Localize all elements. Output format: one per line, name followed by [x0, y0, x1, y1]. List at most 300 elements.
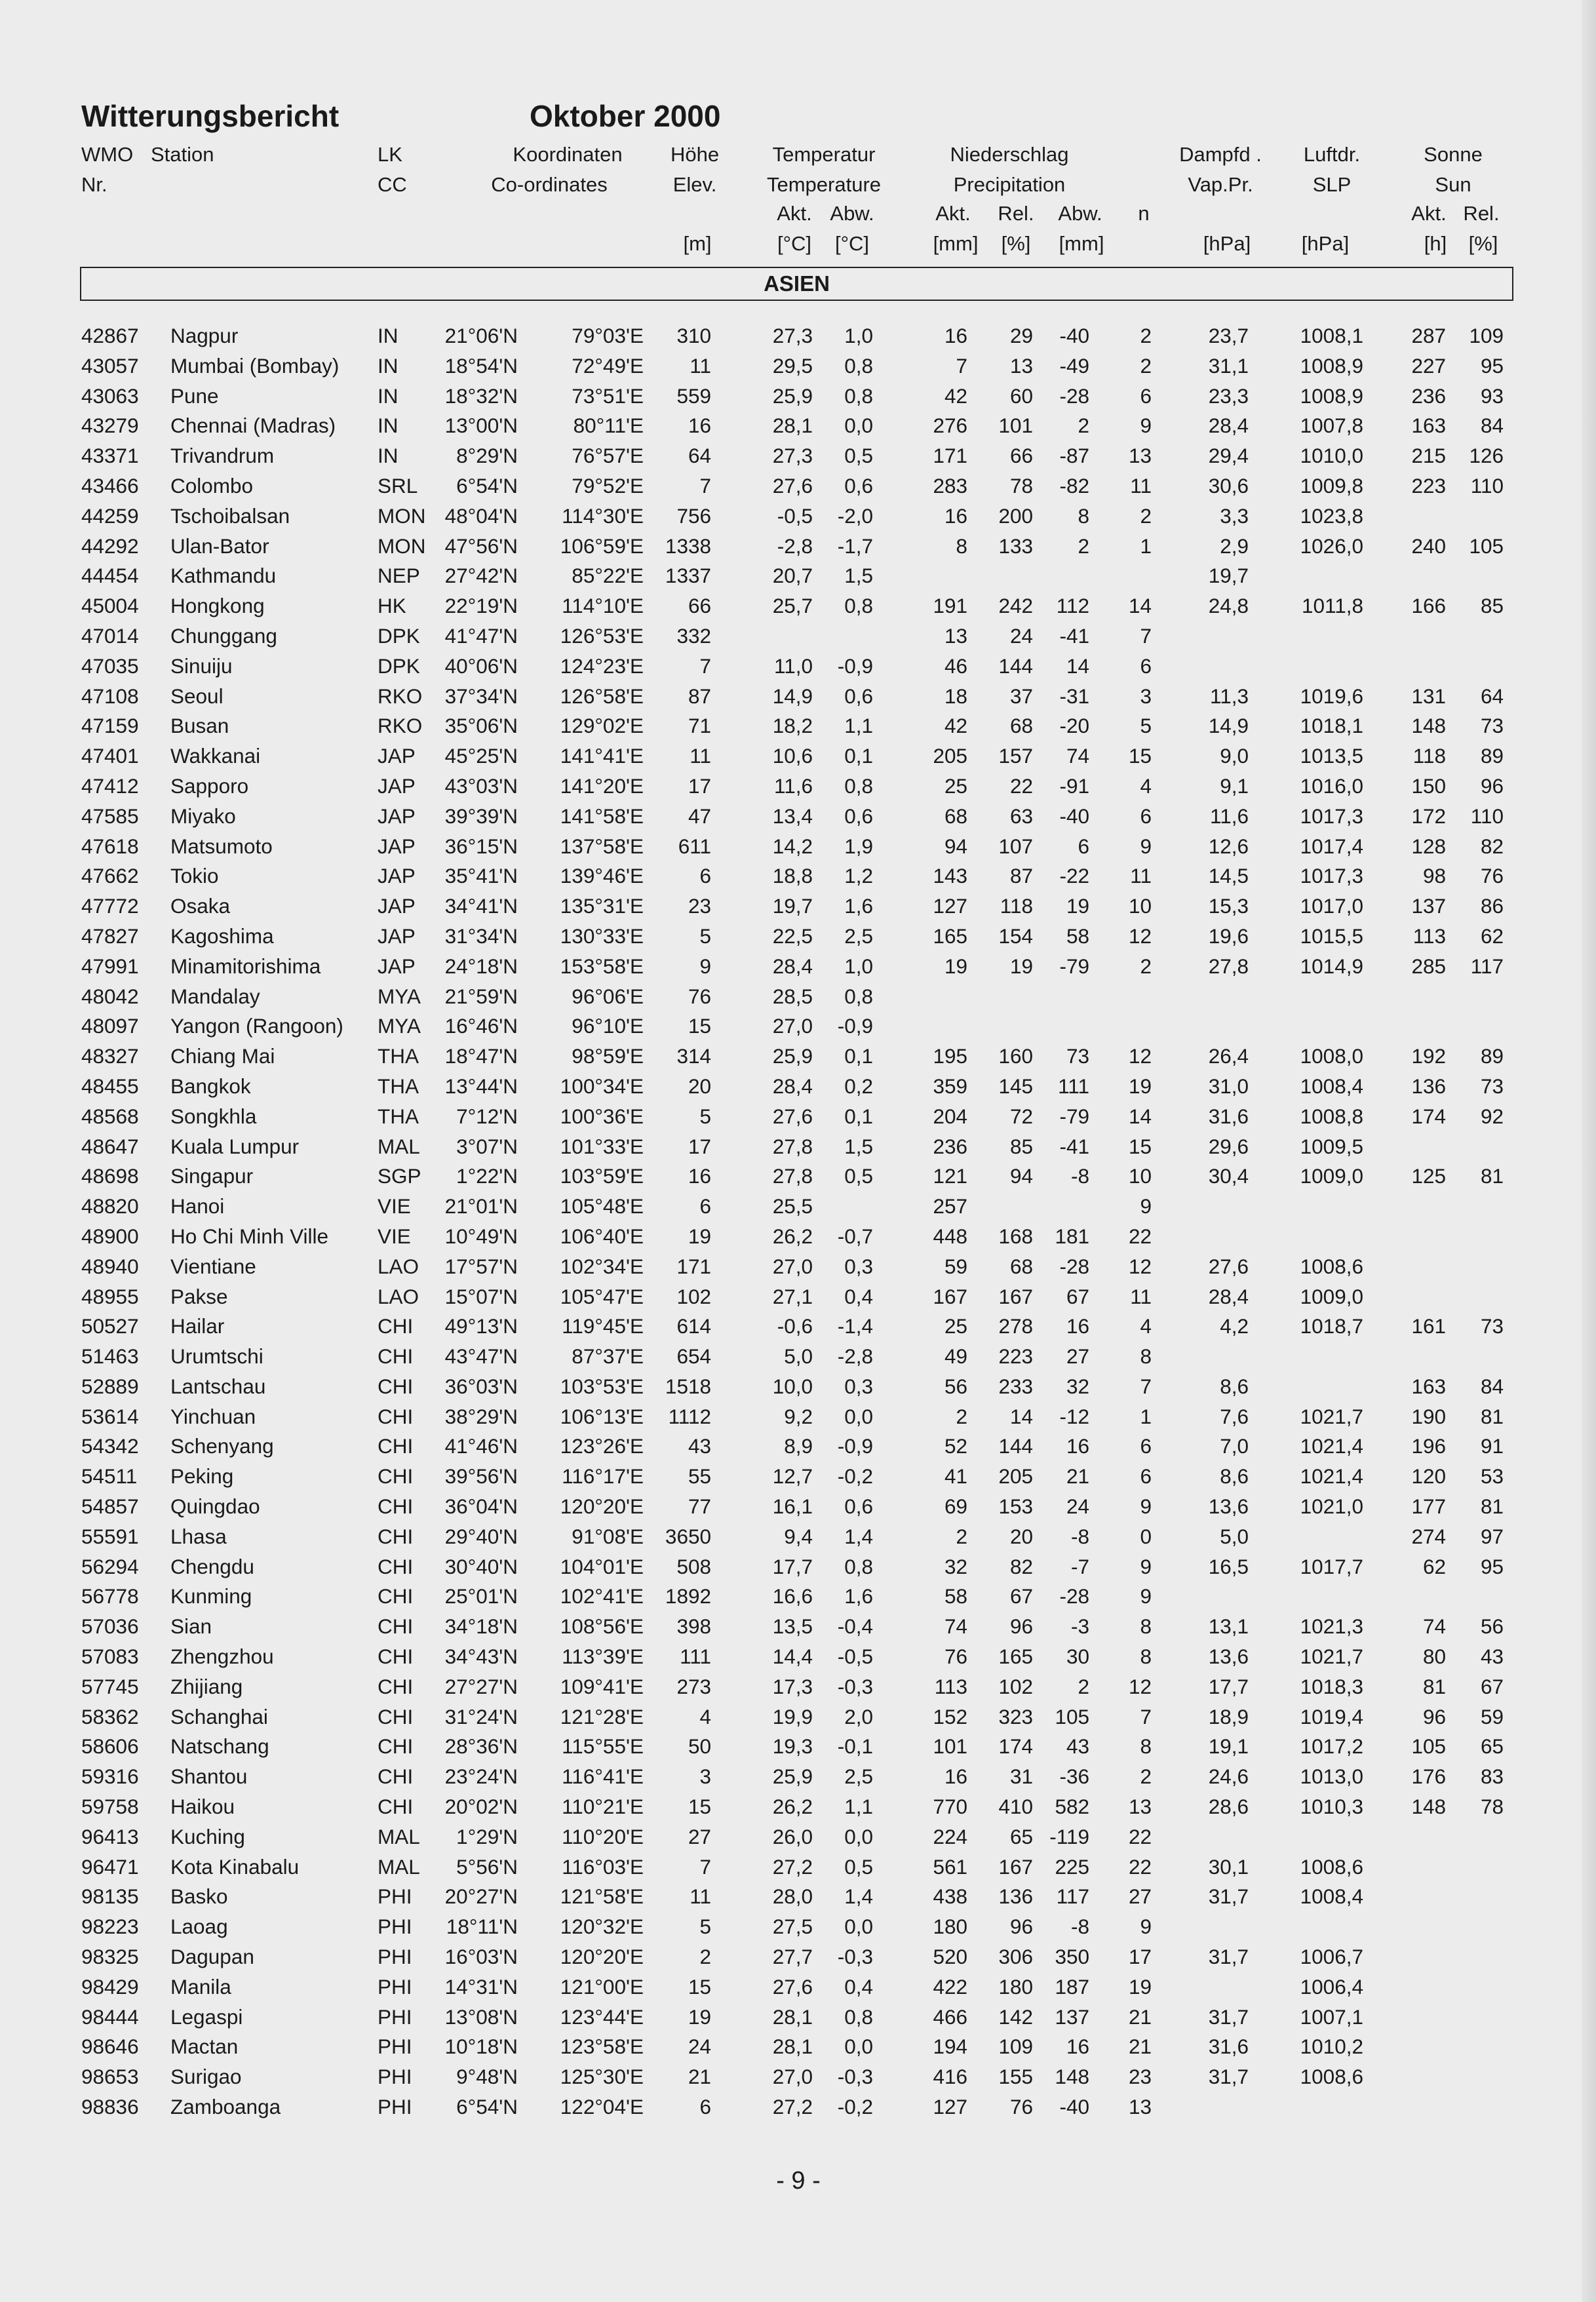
cell-wmo: 98223 [81, 1915, 139, 1939]
cell-t-akt: 27,6 [772, 473, 813, 497]
header-prec-akt: Akt. [935, 202, 971, 225]
cell-wmo: 98325 [81, 1945, 139, 1969]
cell-lon: 108°56'E [560, 1614, 644, 1639]
cell-station: Kagoshima [170, 924, 274, 948]
cell-sun-rel: 53 [1480, 1464, 1504, 1489]
table-row [0, 711, 1596, 741]
cell-p-rel: 66 [1009, 444, 1033, 468]
cell-cc: CHI [378, 1374, 414, 1398]
cell-p-akt: 42 [944, 714, 967, 738]
cell-lon: 130°33'E [560, 924, 644, 948]
cell-station: Tschoibalsan [170, 503, 290, 528]
cell-lon: 103°59'E [560, 1164, 644, 1188]
cell-t-abw: 2,0 [844, 1704, 873, 1728]
cell-p-akt: 127 [933, 894, 967, 918]
header-unit-temp-abw: [°C] [834, 232, 870, 255]
cell-t-abw: 0,8 [844, 1554, 873, 1578]
cell-station: Hanoi [170, 1194, 225, 1219]
cell-lon: 105°48'E [560, 1194, 644, 1219]
cell-p-akt: 143 [933, 864, 967, 888]
cell-wmo: 47772 [81, 894, 139, 918]
cell-wmo: 48568 [81, 1104, 139, 1128]
cell-p-akt: 41 [944, 1464, 967, 1489]
cell-p-abw: 21 [1066, 1464, 1089, 1489]
cell-station: Chunggang [170, 623, 277, 648]
cell-t-abw: 0,0 [844, 2035, 873, 2059]
cell-slp: 1008,4 [1300, 1074, 1363, 1098]
cell-p-abw: -82 [1059, 473, 1089, 497]
cell-vap: 13,1 [1208, 1614, 1249, 1639]
cell-lon: 109°41'E [560, 1674, 644, 1698]
cell-slp: 1018,1 [1300, 714, 1363, 738]
cell-cc: JAP [378, 834, 416, 858]
cell-p-rel: 145 [998, 1074, 1033, 1098]
cell-t-abw: 1,1 [844, 714, 873, 738]
header-unit-slp: [hPa] [1301, 232, 1350, 255]
cell-p-akt: 180 [933, 1915, 967, 1939]
cell-t-abw: 0,4 [844, 1284, 873, 1308]
cell-t-abw: -1,4 [837, 1314, 873, 1338]
cell-station: Chennai (Madras) [170, 414, 336, 438]
cell-lon: 139°46'E [560, 864, 644, 888]
cell-t-akt: 22,5 [772, 924, 813, 948]
table-row [0, 1132, 1596, 1162]
cell-slp: 1013,5 [1300, 744, 1363, 768]
cell-p-rel: 136 [998, 1884, 1033, 1909]
cell-vap: 13,6 [1208, 1645, 1249, 1669]
cell-t-abw: -0,2 [837, 2095, 873, 2119]
cell-vap: 11,3 [1210, 684, 1249, 708]
cell-t-abw: -0,9 [837, 654, 873, 678]
cell-t-abw: -0,1 [837, 1734, 873, 1759]
cell-t-akt: 27,0 [772, 1014, 813, 1038]
cell-p-rel: 24 [1009, 623, 1033, 648]
cell-lat: 18°54'N [444, 353, 518, 378]
cell-p-rel: 160 [998, 1044, 1033, 1068]
cell-lon: 121°00'E [560, 1974, 644, 1999]
cell-wmo: 47159 [81, 714, 139, 738]
cell-lat: 34°41'N [444, 894, 518, 918]
cell-station: Legaspi [170, 2004, 243, 2029]
cell-t-akt: 27,3 [772, 324, 813, 347]
cell-n: 11 [1130, 473, 1152, 497]
cell-t-abw: 1,6 [844, 894, 873, 918]
cell-sun-rel: 110 [1470, 804, 1504, 828]
cell-t-abw: -0,2 [837, 1464, 873, 1489]
cell-slp: 1009,0 [1300, 1284, 1363, 1308]
cell-sun-akt: 118 [1412, 744, 1446, 768]
table-row [0, 351, 1596, 381]
cell-t-abw: 1,5 [844, 564, 873, 588]
cell-wmo: 57745 [81, 1674, 139, 1698]
cell-elev: 64 [688, 444, 711, 468]
cell-elev: 3 [699, 1765, 711, 1789]
cell-wmo: 98429 [81, 1974, 139, 1999]
cell-n: 15 [1128, 744, 1152, 768]
cell-n: 19 [1128, 1074, 1152, 1098]
cell-station: Yinchuan [170, 1404, 256, 1428]
cell-lat: 20°27'N [444, 1884, 518, 1909]
cell-t-akt: 27,2 [772, 2095, 813, 2119]
cell-vap: 3,3 [1220, 503, 1249, 528]
cell-vap: 31,1 [1208, 353, 1249, 378]
header-koordinaten: Koordinaten [513, 143, 623, 166]
cell-p-rel: 118 [1000, 894, 1033, 918]
cell-lat: 45°25'N [444, 744, 518, 768]
cell-n: 9 [1140, 1194, 1152, 1219]
cell-t-akt: 9,4 [784, 1524, 813, 1548]
table-row [0, 1432, 1596, 1462]
cell-p-abw: 43 [1066, 1734, 1089, 1759]
cell-slp: 1021,0 [1300, 1494, 1363, 1519]
cell-p-abw: -119 [1049, 1824, 1089, 1848]
table-row [0, 832, 1596, 862]
cell-lon: 96°10'E [572, 1014, 644, 1038]
cell-vap: 7,0 [1220, 1434, 1249, 1458]
report-title: Witterungsbericht [81, 99, 340, 133]
cell-sun-rel: 95 [1480, 1554, 1504, 1578]
cell-cc: IN [378, 414, 399, 438]
cell-lon: 121°58'E [560, 1884, 644, 1909]
cell-slp: 1011,8 [1301, 594, 1363, 618]
cell-t-akt: 9,2 [784, 1404, 813, 1428]
cell-p-akt: 16 [944, 1765, 967, 1789]
cell-lat: 10°49'N [444, 1224, 518, 1248]
table-row [0, 2062, 1596, 2092]
cell-p-abw: 181 [1055, 1224, 1089, 1248]
cell-wmo: 54857 [81, 1494, 139, 1519]
cell-p-rel: 101 [998, 414, 1033, 438]
cell-p-abw: 24 [1066, 1494, 1089, 1519]
cell-station: Kuala Lumpur [170, 1134, 300, 1158]
cell-p-rel: 31 [1009, 1765, 1033, 1789]
cell-n: 12 [1128, 924, 1152, 948]
cell-p-rel: 174 [998, 1734, 1033, 1759]
cell-p-rel: 133 [998, 534, 1033, 558]
cell-p-rel: 306 [998, 1945, 1033, 1969]
cell-sun-rel: 86 [1480, 894, 1504, 918]
cell-wmo: 52889 [81, 1374, 139, 1398]
cell-cc: JAP [378, 924, 416, 948]
cell-p-abw: 350 [1055, 1945, 1089, 1969]
table-row [0, 441, 1596, 471]
table-row [0, 1372, 1596, 1402]
table-row [0, 1852, 1596, 1883]
cell-vap: 29,4 [1208, 444, 1249, 468]
cell-slp: 1010,3 [1300, 1795, 1363, 1819]
cell-elev: 171 [676, 1254, 711, 1278]
cell-t-akt: 26,0 [772, 1824, 813, 1848]
cell-p-rel: 72 [1009, 1104, 1033, 1128]
cell-elev: 17 [688, 773, 711, 798]
cell-cc: CHI [378, 1584, 414, 1609]
cell-p-akt: 18 [944, 684, 967, 708]
cell-p-abw: 117 [1056, 1884, 1089, 1909]
cell-station: Sian [170, 1614, 212, 1639]
cell-lon: 96°06'E [572, 984, 644, 1008]
cell-sun-akt: 177 [1411, 1494, 1446, 1519]
cell-cc: CHI [378, 1524, 414, 1548]
cell-lat: 1°22'N [456, 1164, 518, 1188]
header-prec-abw: Abw. [1058, 202, 1102, 225]
cell-station: Natschang [170, 1734, 269, 1759]
cell-station: Kuching [170, 1824, 245, 1848]
cell-n: 12 [1128, 1674, 1152, 1698]
cell-cc: LAO [378, 1254, 419, 1278]
header-temp-akt: Akt. [777, 202, 812, 225]
header-dampfd: Dampfd . [1179, 143, 1262, 166]
cell-sun-akt: 96 [1422, 1704, 1446, 1728]
cell-lon: 100°36'E [560, 1104, 644, 1128]
cell-cc: THA [378, 1104, 419, 1128]
cell-elev: 332 [676, 623, 711, 648]
cell-n: 5 [1140, 714, 1152, 738]
cell-cc: MAL [378, 1824, 420, 1848]
cell-vap: 9,0 [1220, 744, 1249, 768]
cell-n: 13 [1128, 2095, 1152, 2119]
cell-lat: 35°06'N [444, 714, 518, 738]
cell-elev: 71 [688, 714, 711, 738]
cell-p-abw: -22 [1059, 864, 1089, 888]
cell-wmo: 48647 [81, 1134, 139, 1158]
cell-t-akt: 25,5 [772, 1194, 813, 1219]
table-row [0, 1582, 1596, 1612]
cell-p-rel: 155 [998, 2065, 1033, 2089]
cell-lat: 36°04'N [444, 1494, 518, 1519]
cell-slp: 1014,9 [1300, 954, 1363, 978]
cell-t-abw: 0,6 [844, 1494, 873, 1519]
cell-p-akt: 257 [933, 1194, 967, 1219]
cell-cc: CHI [378, 1704, 414, 1728]
cell-lat: 39°56'N [444, 1464, 518, 1489]
header-wmo: WMO [81, 143, 134, 166]
cell-t-abw: 0,5 [844, 444, 873, 468]
cell-t-akt: 27,7 [772, 1945, 813, 1969]
cell-vap: 7,6 [1220, 1404, 1249, 1428]
cell-n: 9 [1140, 1915, 1152, 1939]
cell-station: Pune [170, 383, 219, 408]
cell-t-abw: 1,9 [844, 834, 873, 858]
cell-t-abw: 0,0 [844, 1824, 873, 1848]
cell-p-akt: 49 [944, 1344, 967, 1369]
cell-elev: 5 [699, 924, 711, 948]
cell-wmo: 48940 [81, 1254, 139, 1278]
cell-wmo: 58362 [81, 1704, 139, 1728]
cell-n: 6 [1140, 654, 1152, 678]
cell-n: 7 [1140, 1704, 1152, 1728]
cell-wmo: 47412 [81, 773, 139, 798]
cell-station: Matsumoto [170, 834, 273, 858]
cell-elev: 19 [688, 2004, 711, 2029]
cell-n: 3 [1140, 684, 1152, 708]
cell-elev: 19 [688, 1224, 711, 1248]
cell-wmo: 59316 [81, 1765, 139, 1789]
table-row [0, 1762, 1596, 1792]
cell-p-rel: 68 [1009, 1254, 1033, 1278]
cell-slp: 1008,8 [1300, 1104, 1363, 1128]
header-nr: Nr. [81, 173, 107, 196]
cell-station: Kota Kinabalu [170, 1854, 300, 1879]
cell-sun-rel: 85 [1480, 594, 1504, 618]
table-row [0, 891, 1596, 922]
cell-sun-akt: 148 [1411, 1795, 1446, 1819]
cell-lat: 22°19'N [444, 594, 518, 618]
table-row [0, 1282, 1596, 1312]
cell-p-akt: 13 [944, 623, 967, 648]
cell-station: Mandalay [170, 984, 260, 1008]
cell-cc: CHI [378, 1674, 414, 1698]
cell-vap: 30,4 [1208, 1164, 1249, 1188]
cell-cc: JAP [378, 804, 416, 828]
cell-wmo: 47401 [81, 744, 139, 768]
cell-sun-akt: 163 [1411, 414, 1446, 438]
table-row [0, 682, 1596, 712]
cell-p-rel: 19 [1009, 954, 1033, 978]
cell-t-akt: 28,5 [772, 984, 813, 1008]
header-prec-rel: Rel. [998, 202, 1034, 225]
cell-cc: IN [378, 324, 399, 347]
cell-sun-akt: 176 [1411, 1765, 1446, 1789]
cell-station: Kathmandu [170, 564, 277, 588]
header-luftdr: Luftdr. [1303, 143, 1361, 166]
cell-sun-rel: 89 [1480, 1044, 1504, 1068]
cell-t-abw: 0,6 [844, 684, 873, 708]
cell-slp: 1008,0 [1300, 1044, 1363, 1068]
cell-lon: 101°33'E [560, 1134, 644, 1158]
cell-station: Shantou [170, 1765, 248, 1789]
cell-n: 27 [1128, 1884, 1152, 1909]
cell-lon: 153°58'E [560, 954, 644, 978]
cell-wmo: 43371 [81, 444, 139, 468]
cell-vap: 15,3 [1208, 894, 1249, 918]
cell-lat: 13°00'N [444, 414, 518, 438]
cell-n: 8 [1140, 1344, 1152, 1369]
cell-wmo: 45004 [81, 594, 139, 618]
table-row [0, 1102, 1596, 1132]
header-slp: SLP [1312, 173, 1352, 196]
cell-sun-akt: 62 [1422, 1554, 1446, 1578]
cell-elev: 7 [699, 654, 711, 678]
cell-elev: 76 [688, 984, 711, 1008]
cell-sun-rel: 59 [1480, 1704, 1504, 1728]
cell-lon: 123°44'E [560, 2004, 644, 2029]
cell-sun-akt: 81 [1422, 1674, 1446, 1698]
cell-lat: 10°18'N [444, 2035, 518, 2059]
region-label: ASIEN [764, 271, 830, 296]
table-row [0, 471, 1596, 501]
cell-n: 2 [1140, 324, 1152, 347]
cell-station: Manila [170, 1974, 231, 1999]
cell-p-rel: 167 [998, 1854, 1033, 1879]
cell-p-akt: 152 [933, 1704, 967, 1728]
cell-lon: 79°52'E [572, 473, 644, 497]
cell-lat: 47°56'N [444, 534, 518, 558]
cell-lat: 36°15'N [444, 834, 518, 858]
table-row [0, 1972, 1596, 2002]
cell-n: 2 [1140, 1765, 1152, 1789]
cell-p-abw: -20 [1059, 714, 1089, 738]
cell-lon: 141°58'E [560, 804, 644, 828]
cell-p-abw: -28 [1059, 1254, 1089, 1278]
table-row [0, 741, 1596, 771]
cell-n: 14 [1128, 594, 1152, 618]
cell-p-akt: 76 [944, 1645, 967, 1669]
cell-t-abw: -1,7 [837, 534, 873, 558]
cell-sun-rel: 43 [1480, 1645, 1504, 1669]
cell-sun-rel: 78 [1480, 1795, 1504, 1819]
cell-lat: 27°42'N [444, 564, 518, 588]
cell-t-abw: 1,2 [844, 864, 873, 888]
cell-slp: 1008,6 [1300, 1254, 1363, 1278]
cell-p-rel: 142 [998, 2004, 1033, 2029]
cell-lon: 137°58'E [560, 834, 644, 858]
cell-p-akt: 25 [944, 773, 967, 798]
cell-lat: 30°40'N [444, 1554, 518, 1578]
cell-vap: 28,4 [1208, 1284, 1249, 1308]
cell-sun-rel: 89 [1480, 744, 1504, 768]
cell-p-abw: 67 [1066, 1284, 1089, 1308]
cell-lat: 3°07'N [456, 1134, 518, 1158]
cell-slp: 1008,6 [1300, 2065, 1363, 2089]
cell-t-akt: 13,4 [772, 804, 813, 828]
cell-slp: 1008,4 [1300, 1884, 1363, 1909]
cell-elev: 20 [688, 1074, 711, 1098]
cell-slp: 1009,5 [1300, 1134, 1363, 1158]
cell-vap: 8,6 [1220, 1464, 1249, 1489]
cell-sun-rel: 73 [1480, 1314, 1504, 1338]
cell-t-akt: 27,3 [772, 444, 813, 468]
cell-vap: 28,4 [1208, 414, 1249, 438]
header-lk: LK [378, 143, 402, 166]
cell-n: 14 [1128, 1104, 1152, 1128]
cell-slp: 1017,0 [1300, 894, 1363, 918]
cell-elev: 6 [699, 1194, 711, 1219]
cell-p-akt: 113 [934, 1674, 967, 1698]
cell-station: Kunming [170, 1584, 252, 1609]
table-row [0, 1462, 1596, 1492]
cell-n: 17 [1128, 1945, 1152, 1969]
cell-t-abw: 0,6 [844, 473, 873, 497]
cell-vap: 5,0 [1220, 1524, 1249, 1548]
cell-t-abw: 0,1 [844, 1104, 873, 1128]
cell-slp: 1009,0 [1300, 1164, 1363, 1188]
cell-p-akt: 561 [933, 1854, 967, 1879]
cell-n: 12 [1128, 1254, 1152, 1278]
header-prec-n: n [1138, 202, 1150, 225]
cell-elev: 1518 [665, 1374, 711, 1398]
cell-station: Zhijiang [170, 1674, 243, 1698]
cell-p-akt: 121 [933, 1164, 967, 1188]
cell-sun-akt: 120 [1411, 1464, 1446, 1489]
cell-wmo: 44454 [81, 564, 139, 588]
table-row [0, 1882, 1596, 1912]
cell-t-abw: -0,4 [837, 1614, 873, 1639]
cell-sun-akt: 192 [1411, 1044, 1446, 1068]
cell-t-abw: 0,0 [844, 1404, 873, 1428]
cell-station: Schanghai [170, 1704, 268, 1728]
cell-t-abw: -0,9 [837, 1014, 873, 1038]
cell-p-abw: 112 [1056, 594, 1089, 618]
cell-t-abw: 1,1 [844, 1795, 873, 1819]
header-temp-abw: Abw. [830, 202, 874, 225]
cell-elev: 55 [688, 1464, 711, 1489]
cell-p-abw: -41 [1059, 623, 1089, 648]
cell-t-akt: 25,9 [772, 1765, 813, 1789]
table-row [0, 1822, 1596, 1852]
cell-vap: 19,1 [1208, 1734, 1249, 1759]
cell-p-rel: 200 [998, 503, 1033, 528]
header-sun: Sun [1435, 173, 1471, 196]
